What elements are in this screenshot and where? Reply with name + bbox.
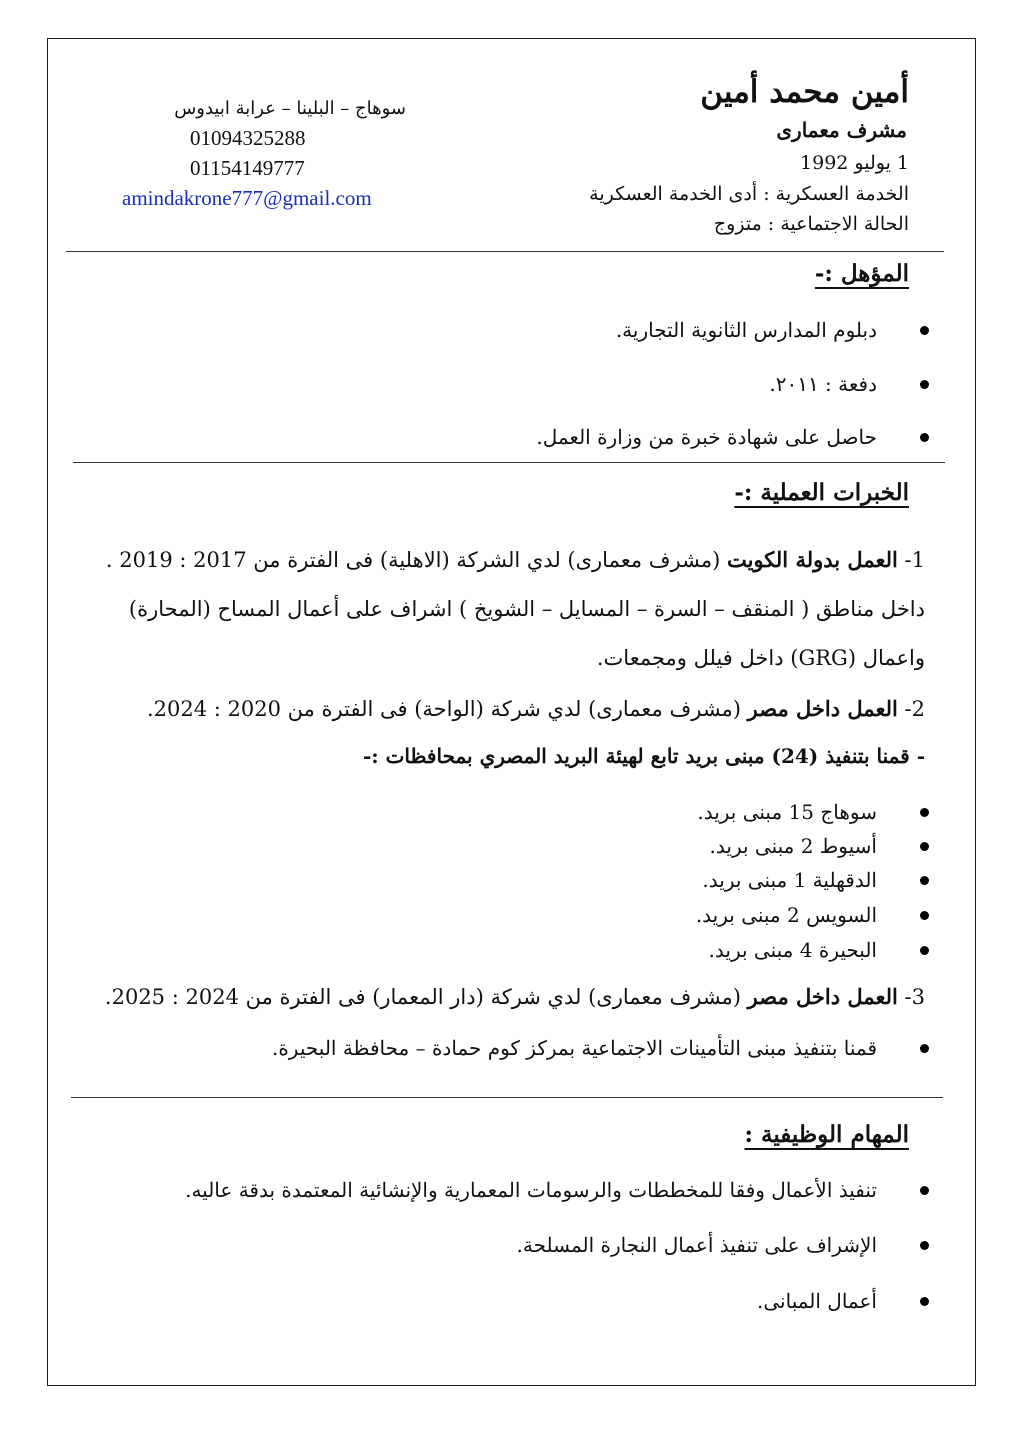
address: سوهاج – البلينا – عرابة ابيدوس xyxy=(174,98,406,119)
job-1-title: 1- العمل بدولة الكويت (مشرف معمارى) لدي الشركة (الاهلية) فى الفترة من 2017 : 2019 . xyxy=(105,547,925,572)
divider xyxy=(66,251,944,252)
list-item: البحيرة 4 مبنى بريد. xyxy=(709,938,877,962)
job-2-subheading: - قمنا بتنفيذ (24) مبنى بريد تابع لهيئة البريد المصري بمحافظات :- xyxy=(362,744,925,768)
military-status: الخدمة العسكرية : أدى الخدمة العسكرية xyxy=(589,183,909,205)
job-title: مشرف معمارى xyxy=(776,118,907,142)
divider xyxy=(73,462,945,463)
bullet-icon xyxy=(920,380,929,389)
qualification-heading: المؤهل :- xyxy=(814,260,909,287)
bullet-icon xyxy=(920,433,929,442)
bullet-icon xyxy=(920,946,929,955)
duties-heading: المهام الوظيفية : xyxy=(744,1121,909,1148)
candidate-name: أمين محمد أمين xyxy=(700,74,909,110)
phone-1: 01094325288 xyxy=(190,126,306,150)
list-item: السويس 2 مبنى بريد. xyxy=(696,903,877,927)
birth-date: 1 يوليو 1992 xyxy=(800,152,909,174)
bullet-icon xyxy=(920,1044,929,1053)
list-item: دفعة : ٢٠١١. xyxy=(769,372,877,396)
list-item: الإشراف على تنفيذ أعمال النجارة المسلحة. xyxy=(517,1233,877,1257)
list-item: حاصل على شهادة خبرة من وزارة العمل. xyxy=(536,425,877,449)
email-link[interactable]: amindakrone777@gmail.com xyxy=(122,186,372,210)
bullet-icon xyxy=(920,842,929,851)
list-item: سوهاج 15 مبنى بريد. xyxy=(697,800,877,824)
experience-heading: الخبرات العملية :- xyxy=(734,479,909,506)
job-2-title: 2- العمل داخل مصر (مشرف معمارى) لدي شركة (الواحة) فى الفترة من 2020 : 2024. xyxy=(146,696,925,721)
bullet-icon xyxy=(920,326,929,335)
job-1-details: واعمال (GRG) داخل فيلل ومجمعات. xyxy=(596,646,925,670)
list-item: الدقهلية 1 مبنى بريد. xyxy=(702,868,877,892)
list-item: قمنا بتنفيذ مبنى التأمينات الاجتماعية بمركز كوم حمادة – محافظة البحيرة. xyxy=(272,1036,877,1060)
phone-2: 01154149777 xyxy=(190,156,305,180)
bullet-icon xyxy=(920,1297,929,1306)
bullet-icon xyxy=(920,1186,929,1195)
bullet-icon xyxy=(920,911,929,920)
divider xyxy=(71,1097,943,1098)
bullet-icon xyxy=(920,876,929,885)
list-item: أعمال المبانى. xyxy=(757,1289,877,1313)
bullet-icon xyxy=(920,1241,929,1250)
list-item: دبلوم المدارس الثانوية التجارية. xyxy=(616,318,877,342)
job-1-details: داخل مناطق ( المنقف – السرة – المسايل – الشويخ ) اشراف على أعمال المساح (المحارة) xyxy=(128,597,925,621)
list-item: تنفيذ الأعمال وفقا للمخططات والرسومات المعمارية والإنشائية المعتمدة بدقة عاليه. xyxy=(185,1178,877,1202)
marital-status: الحالة الاجتماعية : متزوج xyxy=(713,213,909,235)
job-3-title: 3- العمل داخل مصر (مشرف معمارى) لدي شركة (دار المعمار) فى الفترة من 2024 : 2025. xyxy=(104,984,925,1009)
list-item: أسيوط 2 مبنى بريد. xyxy=(710,834,877,858)
bullet-icon xyxy=(920,808,929,817)
